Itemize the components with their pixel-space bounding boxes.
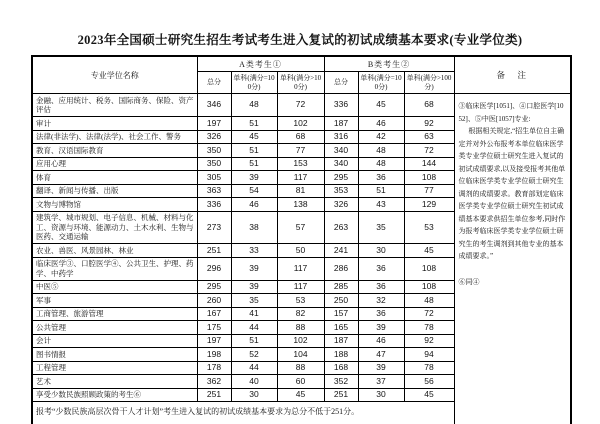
score-cell: 44 bbox=[231, 361, 277, 375]
score-cell: 39 bbox=[231, 280, 277, 294]
score-cell: 63 bbox=[404, 130, 454, 144]
score-cell: 117 bbox=[277, 257, 324, 280]
score-cell: 68 bbox=[277, 130, 324, 144]
score-cell: 94 bbox=[404, 348, 454, 362]
score-cell: 56 bbox=[404, 375, 454, 389]
remarks-cell bbox=[454, 94, 571, 424]
score-cell: 353 bbox=[324, 184, 358, 198]
score-cell: 117 bbox=[277, 171, 324, 185]
major-name-cell: 临床医学③、口腔医学④、公共卫生、护理、药学、中药学 bbox=[32, 257, 197, 280]
score-cell: 42 bbox=[358, 130, 404, 144]
score-cell: 60 bbox=[277, 375, 324, 389]
major-name-cell: 享受少数民族照顾政策的考生⑥ bbox=[32, 388, 197, 402]
score-cell: 72 bbox=[277, 94, 324, 117]
major-name-cell: 建筑学、城市规划、电子信息、机械、材料与化工、资源与环境、能源动力、土木水利、生物与医药、交通运输 bbox=[32, 211, 197, 244]
score-cell: 48 bbox=[358, 157, 404, 171]
score-cell: 251 bbox=[197, 388, 231, 402]
score-cell: 187 bbox=[324, 334, 358, 348]
col-header-group-a: A类考生① bbox=[197, 56, 324, 72]
score-cell: 104 bbox=[277, 348, 324, 362]
score-cell: 295 bbox=[197, 280, 231, 294]
score-cell: 251 bbox=[197, 244, 231, 258]
score-table-body bbox=[32, 94, 571, 424]
score-cell: 36 bbox=[358, 257, 404, 280]
major-name-cell: 体育 bbox=[32, 171, 197, 185]
score-cell: 38 bbox=[231, 211, 277, 244]
score-cell: 117 bbox=[277, 280, 324, 294]
score-cell: 48 bbox=[404, 294, 454, 308]
score-cell: 77 bbox=[404, 184, 454, 198]
score-cell: 40 bbox=[231, 375, 277, 389]
score-cell: 33 bbox=[231, 244, 277, 258]
score-cell: 108 bbox=[404, 171, 454, 185]
col-header-group-b: B类考生② bbox=[324, 56, 454, 72]
score-cell: 129 bbox=[404, 198, 454, 212]
score-cell: 81 bbox=[277, 184, 324, 198]
score-cell: 72 bbox=[404, 144, 454, 158]
score-cell: 250 bbox=[324, 294, 358, 308]
score-cell: 51 bbox=[231, 334, 277, 348]
score-cell: 68 bbox=[404, 94, 454, 117]
score-cell: 305 bbox=[197, 171, 231, 185]
score-cell: 346 bbox=[197, 94, 231, 117]
score-cell: 48 bbox=[358, 144, 404, 158]
score-cell: 46 bbox=[358, 117, 404, 131]
footer-note-cell: 报考“少数民族高层次骨干人才计划”考生进入复试的初试成绩基本要求为总分不低于251分。 bbox=[32, 402, 454, 424]
col-header-b-total: 总分 bbox=[324, 72, 358, 94]
score-cell: 363 bbox=[197, 184, 231, 198]
score-cell: 57 bbox=[277, 211, 324, 244]
score-cell: 350 bbox=[197, 144, 231, 158]
major-name-cell: 审计 bbox=[32, 117, 197, 131]
score-cell: 39 bbox=[358, 321, 404, 335]
major-name-cell: 军事 bbox=[32, 294, 197, 308]
score-cell: 165 bbox=[324, 321, 358, 335]
score-cell: 46 bbox=[231, 198, 277, 212]
score-cell: 35 bbox=[358, 211, 404, 244]
major-name-cell: 公共管理 bbox=[32, 321, 197, 335]
header-row-groups bbox=[32, 56, 571, 72]
score-cell: 286 bbox=[324, 257, 358, 280]
score-cell: 102 bbox=[277, 117, 324, 131]
score-cell: 36 bbox=[358, 171, 404, 185]
score-cell: 263 bbox=[324, 211, 358, 244]
score-cell: 78 bbox=[404, 361, 454, 375]
score-cell: 144 bbox=[404, 157, 454, 171]
score-cell: 48 bbox=[231, 94, 277, 117]
score-cell: 362 bbox=[197, 375, 231, 389]
major-name-cell: 会计 bbox=[32, 334, 197, 348]
major-name-cell: 文物与博物馆 bbox=[32, 198, 197, 212]
score-cell: 44 bbox=[231, 321, 277, 335]
col-header-b-sub100: 单科(满分=100分) bbox=[358, 72, 404, 94]
major-name-cell: 艺术 bbox=[32, 375, 197, 389]
score-cell: 88 bbox=[277, 321, 324, 335]
score-cell: 45 bbox=[358, 94, 404, 117]
score-cell: 197 bbox=[197, 117, 231, 131]
score-cell: 77 bbox=[277, 144, 324, 158]
score-table-header bbox=[32, 56, 571, 94]
major-name-cell: 教育、汉语国际教育 bbox=[32, 144, 197, 158]
page-title: 2023年全国硕士研究生招生考试考生进入复试的初试成绩基本要求(专业学位类) bbox=[77, 33, 523, 47]
score-cell: 45 bbox=[404, 388, 454, 402]
score-cell: 153 bbox=[277, 157, 324, 171]
score-cell: 51 bbox=[358, 184, 404, 198]
score-cell: 32 bbox=[358, 294, 404, 308]
major-name-cell: 应用心理 bbox=[32, 157, 197, 171]
score-cell: 37 bbox=[358, 375, 404, 389]
score-cell: 260 bbox=[197, 294, 231, 308]
col-header-a-total: 总分 bbox=[197, 72, 231, 94]
score-cell: 285 bbox=[324, 280, 358, 294]
score-cell: 102 bbox=[277, 334, 324, 348]
score-cell: 54 bbox=[231, 184, 277, 198]
major-name-cell: 工商管理、旅游管理 bbox=[32, 307, 197, 321]
score-cell: 53 bbox=[404, 211, 454, 244]
major-name-cell: 法律(非法学)、法律(法学)、社会工作、警务 bbox=[32, 130, 197, 144]
col-header-a-subgt100: 单科(满分>100分) bbox=[277, 72, 324, 94]
score-cell: 167 bbox=[197, 307, 231, 321]
score-cell: 43 bbox=[358, 198, 404, 212]
score-cell: 50 bbox=[277, 244, 324, 258]
score-cell: 51 bbox=[231, 144, 277, 158]
score-cell: 316 bbox=[324, 130, 358, 144]
score-cell: 175 bbox=[197, 321, 231, 335]
score-cell: 92 bbox=[404, 334, 454, 348]
table-row bbox=[32, 94, 571, 117]
score-cell: 157 bbox=[324, 307, 358, 321]
score-cell: 45 bbox=[404, 244, 454, 258]
major-name-cell: 工程管理 bbox=[32, 361, 197, 375]
score-cell: 198 bbox=[197, 348, 231, 362]
score-cell: 47 bbox=[358, 348, 404, 362]
score-cell: 51 bbox=[231, 117, 277, 131]
score-cell: 350 bbox=[197, 157, 231, 171]
score-cell: 82 bbox=[277, 307, 324, 321]
col-header-major: 专业学位名称 bbox=[32, 56, 197, 94]
score-cell: 41 bbox=[231, 307, 277, 321]
score-cell: 36 bbox=[358, 307, 404, 321]
score-cell: 39 bbox=[358, 361, 404, 375]
score-cell: 39 bbox=[231, 257, 277, 280]
score-cell: 241 bbox=[324, 244, 358, 258]
score-cell: 326 bbox=[197, 130, 231, 144]
col-header-b-subgt100: 单科(满分>100分) bbox=[404, 72, 454, 94]
major-name-cell: 图书情报 bbox=[32, 348, 197, 362]
score-cell: 46 bbox=[358, 334, 404, 348]
score-cell: 78 bbox=[404, 321, 454, 335]
score-cell: 178 bbox=[197, 361, 231, 375]
score-cell: 51 bbox=[231, 157, 277, 171]
score-cell: 36 bbox=[358, 280, 404, 294]
score-cell: 53 bbox=[277, 294, 324, 308]
score-cell: 35 bbox=[231, 294, 277, 308]
score-cell: 30 bbox=[358, 388, 404, 402]
score-cell: 30 bbox=[231, 388, 277, 402]
score-cell: 336 bbox=[197, 198, 231, 212]
score-cell: 92 bbox=[404, 117, 454, 131]
score-cell: 326 bbox=[324, 198, 358, 212]
score-cell: 188 bbox=[324, 348, 358, 362]
score-cell: 108 bbox=[404, 257, 454, 280]
score-cell: 197 bbox=[197, 334, 231, 348]
major-name-cell: 金融、应用统计、税务、国际商务、保险、资产评估 bbox=[32, 94, 197, 117]
score-cell: 138 bbox=[277, 198, 324, 212]
col-header-a-sub100: 单科(满分=100分) bbox=[231, 72, 277, 94]
score-table bbox=[31, 55, 572, 424]
score-cell: 39 bbox=[231, 171, 277, 185]
score-cell: 88 bbox=[277, 361, 324, 375]
major-name-cell: 农业、兽医、风景园林、林业 bbox=[32, 244, 197, 258]
score-cell: 45 bbox=[277, 388, 324, 402]
score-cell: 72 bbox=[404, 307, 454, 321]
score-cell: 336 bbox=[324, 94, 358, 117]
score-cell: 251 bbox=[324, 388, 358, 402]
score-cell: 30 bbox=[358, 244, 404, 258]
major-name-cell: 中医⑤ bbox=[32, 280, 197, 294]
score-cell: 52 bbox=[231, 348, 277, 362]
score-cell: 108 bbox=[404, 280, 454, 294]
remark-minority-note: ⑥同④ bbox=[458, 277, 480, 286]
remark-medical-body: 根据相关规定,“招生单位自主确定并对外公布报考本单位临床医学类专业学位硕士研究生进入复试的初试成绩要求,以及接受报考其他单位临床医学类专业学位硕士研究生调剂的成绩要求。教育部划定临床医学类专业学位硕士研究生初试成绩基本要求供招生单位参考,同时作为报考临床医学类专业学位硕士研究生的考生调剂到其他专业的基本成绩要求。” bbox=[458, 127, 566, 260]
score-cell: 45 bbox=[231, 130, 277, 144]
score-cell: 295 bbox=[324, 171, 358, 185]
score-cell: 296 bbox=[197, 257, 231, 280]
score-cell: 340 bbox=[324, 144, 358, 158]
score-cell: 352 bbox=[324, 375, 358, 389]
score-cell: 187 bbox=[324, 117, 358, 131]
remark-medical-title: ③临床医学[1051]、④口腔医学[1052]、⑤中医[1057]专业: bbox=[458, 102, 564, 123]
major-name-cell: 翻译、新闻与传播、出版 bbox=[32, 184, 197, 198]
score-cell: 273 bbox=[197, 211, 231, 244]
score-cell: 168 bbox=[324, 361, 358, 375]
col-header-remark: 备 注 bbox=[454, 56, 571, 94]
score-cell: 340 bbox=[324, 157, 358, 171]
